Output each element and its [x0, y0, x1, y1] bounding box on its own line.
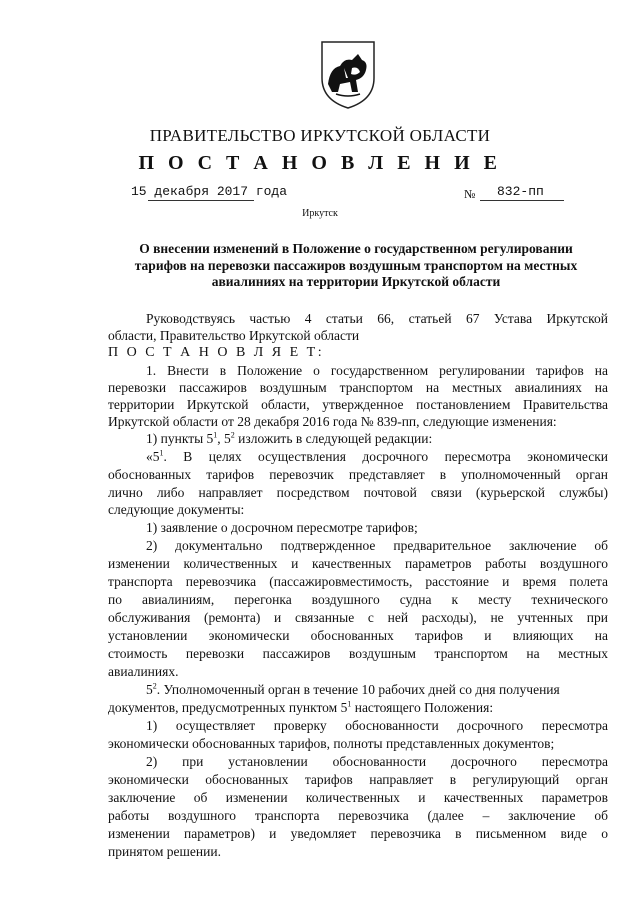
heading-line: тарифов на перевозки пассажиров воздушным транспортом на местных	[134, 257, 578, 273]
text-line: территории Иркутской области, утвержденное постановлением Правительства	[108, 397, 608, 412]
heading-line: О внесении изменений в Положение о государственном регулировании	[139, 241, 573, 256]
text-line: принятом решении.	[108, 844, 221, 859]
text-line: экономически обоснованных тарифов направляет в регулирующий орган	[108, 772, 608, 787]
city-name: Иркутск	[302, 208, 338, 219]
text-line: авиалиниях.	[108, 664, 179, 679]
document-date: 15 декабря 2017 года	[131, 184, 288, 199]
text-line: 2) документально подтвержденное предварительное заключение об	[146, 538, 608, 553]
text-line: работы воздушного транспорта перевозчика (далее – заключение об	[108, 808, 608, 823]
text-line: установлении экономически обоснованных тарифов и влияющих на	[108, 628, 608, 643]
document-type-title: П О С Т А Н О В Л Е Н И Е	[138, 152, 502, 174]
text-line: перевозки пассажиров воздушным транспортом на местных авиалиниях на	[108, 380, 608, 395]
text-line: документов, предусмотренных пунктом $5^1$ настоящего Положения:	[108, 699, 494, 715]
text-line: «$5^1$. В целях осуществления досрочного пересмотра экономически	[146, 448, 608, 464]
document-heading	[108, 241, 604, 291]
government-name: ПРАВИТЕЛЬСТВО ИРКУТСКОЙ ОБЛАСТИ	[149, 126, 491, 145]
date-underline	[148, 200, 254, 201]
text-line: Иркутской области от 28 декабря 2016 года № 839-пп, следующие изменения:	[108, 414, 557, 429]
text-line: обслуживания (ремонта) и связанные с ней расходы), не учтенных при	[108, 610, 608, 625]
number-underline	[480, 200, 564, 201]
postanovlyaet-word: П О С Т А Н О В Л Я Е Т:	[108, 345, 325, 360]
document-number: 832-пп	[497, 184, 544, 199]
number-sign: №	[464, 187, 476, 201]
text-line: лично либо направляет посредством почтовой связи (курьерской службы)	[108, 485, 608, 500]
text-line: следующие документы:	[108, 502, 245, 517]
text-line: области, Правительство Иркутской области	[108, 328, 360, 343]
text-line: 1) осуществляет проверку обоснованности досрочного пересмотра	[146, 718, 608, 733]
text-line: $5^2$. Уполномоченный орган в течение 10 рабочих дней со дня получения	[146, 681, 560, 697]
text-line: изменении параметров) и уведомляет перевозчика в письменном виде о	[108, 826, 608, 841]
text-line: изменении количественных и качественных параметров работы воздушного	[108, 556, 608, 571]
text-line: обоснованных тарифов перевозчик представляет в уполномоченный орган	[108, 467, 608, 482]
text-line: 1. Внести в Положение о государственном регулировании тарифов на	[146, 363, 608, 378]
text-line: Руководствуясь частью 4 статьи 66, статьей 67 Устава Иркутской	[146, 311, 608, 326]
coat-of-arms-emblem	[318, 38, 378, 110]
text-line: транспорта перевозчика (пассажировместимость, расстояние и время полета	[108, 574, 608, 589]
heading-line: авиалиниях на территории Иркутской области	[211, 274, 501, 289]
text-line: стоимость перевозки пассажиров воздушным транспортом на местных	[108, 646, 608, 661]
text-line: заключение об изменении количественных и качественных параметров	[108, 790, 608, 805]
text-line: по авиалиниям, перегонка воздушного судна к месту технического	[108, 592, 608, 607]
text-line: 2) при установлении обоснованности досрочного пересмотра	[146, 754, 608, 769]
text-line: 1) заявление о досрочном пересмотре тарифов;	[146, 520, 418, 535]
text-line: экономически обоснованных тарифов, полноты представленных документов;	[108, 736, 555, 751]
text-line: 1) пункты $5^1$, $5^2$ изложить в следующей редакции:	[146, 430, 433, 446]
